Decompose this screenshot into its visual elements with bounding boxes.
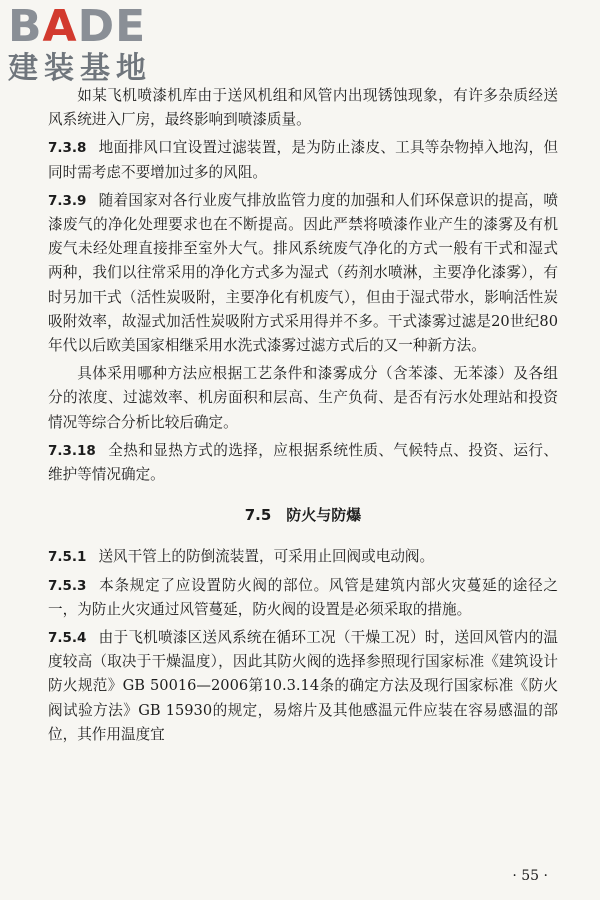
- clause-7-5-4: 7.5.4 由于飞机喷漆区送风系统在循环工况（干燥工况）时，送回风管内的温度较高（取决于干燥温度），因此其防火阀的选择参照现行国家标准《建筑设计防火规范》GB 50016—2006第10.3.14条的确定方法及现行国家标准《防火阀试验方法》GB 15930的规定，易熔片及其他感温元件应装在容易感温的部位，其作用温度宜: [48, 629, 558, 743]
- document-body: [48, 84, 558, 747]
- paragraph-continued: 如某飞机喷漆机库由于送风机组和风管内出现锈蚀现象，有许多杂质经送风系统进入厂房，最终影响到喷漆质量。: [48, 87, 558, 129]
- logo-chinese-text: 建装基地: [8, 51, 152, 86]
- clause-7-3-18: 7.3.18 全热和显热方式的选择，应根据系统性质、气候特点、投资、运行、维护等情况确定。: [48, 441, 558, 484]
- clause-7-3-8: 7.3.8 地面排风口宜设置过滤装置，是为防止漆皮、工具等杂物掉入地沟，但同时需考虑不要增加过多的风阻。: [48, 139, 558, 181]
- clause-number: 7.5.4: [48, 630, 87, 647]
- clause-number: 7.3.9: [48, 192, 87, 209]
- clause-number: 7.3.18: [48, 442, 96, 459]
- paragraph-method-selection: 具体采用哪种方法应根据工艺条件和漆雾成分（含苯漆、无苯漆）及各组分的浓度、过滤效率、机房面积和层高、生产负荷、是否有污水处理站和投资情况等综合分析比较后确定。: [48, 365, 558, 431]
- clause-number: 7.5.1: [48, 549, 87, 566]
- logo-wordmark: BADE: [8, 1, 147, 52]
- clause-7-5-1: 7.5.1 送风干管上的防倒流装置，可采用止回阀或电动阀。: [48, 548, 435, 566]
- clause-number: 7.3.8: [48, 140, 87, 157]
- section-title: 7.5 防火与防爆: [244, 506, 362, 525]
- clause-number: 7.5.3: [48, 577, 87, 594]
- clause-7-3-9: 7.3.9 随着国家对各行业废气排放监管力度的加强和人们环保意识的提高，喷漆废气的净化处理要求也在不断提高。因此严禁将喷漆作业产生的漆雾及有机废气未经处理直接排至室外大气。排风系统废气净化的方式一般有干式和湿式两种，我们以往常采用的净化方式多为湿式（药剂水喷淋，主要净化漆雾），有时另加干式（活性炭吸附，主要净化有机废气），但由于湿式带水，影响活性炭吸附效率，故湿式加活性炭吸附方式采用得并不多。干式漆雾过滤是20世纪80年代以后欧美国家相继采用水洗式漆雾过滤方式后的又一种新方法。: [48, 191, 558, 355]
- clause-7-5-3: 7.5.3 本条规定了应设置防火阀的部位。风管是建筑内部火灾蔓延的途径之一，为防止火灾通过风管蔓延，防火阀的设置是必须采取的措施。: [48, 576, 558, 618]
- page-number: · 55 ·: [512, 868, 548, 884]
- bade-logo: [8, 1, 178, 86]
